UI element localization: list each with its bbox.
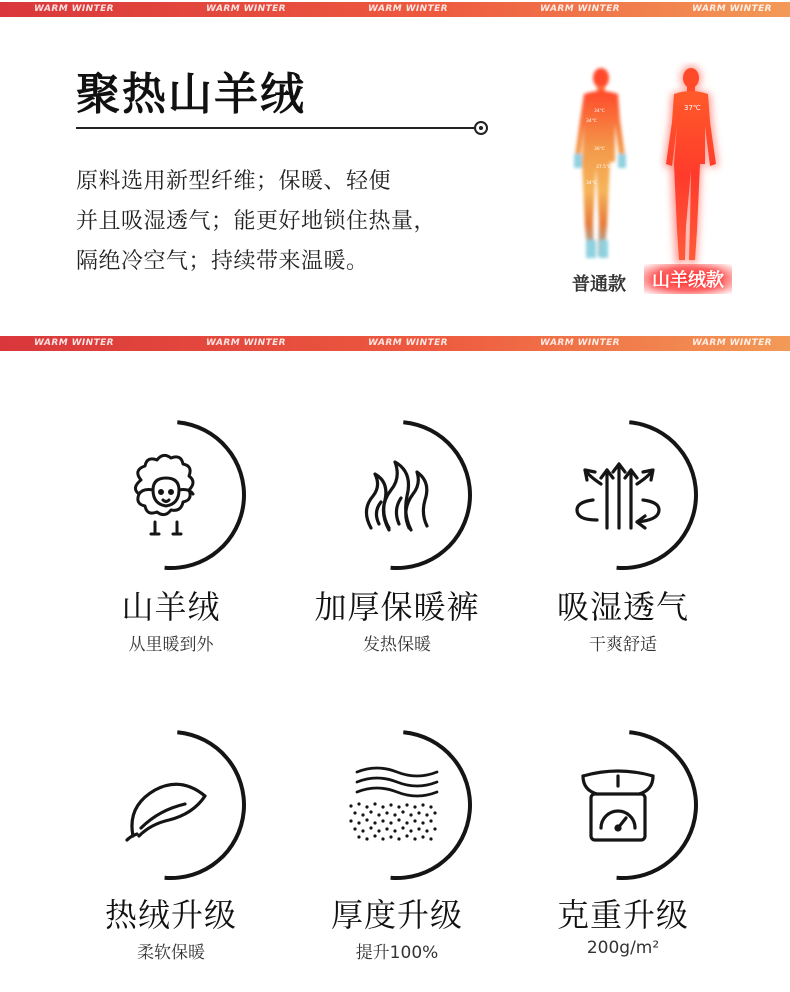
banner-text: WARM WINTER	[206, 338, 287, 348]
cashmere-style-label: 山羊绒款	[644, 264, 732, 294]
normal-thermal-person	[574, 68, 626, 258]
temperature-label: 36℃	[594, 147, 605, 152]
normal-style-label: 普通款	[572, 274, 626, 295]
banner-text: WARM WINTER	[540, 4, 621, 14]
title-underline-dot	[474, 121, 488, 135]
feature-title: 克重升级	[556, 896, 689, 934]
banner-text: WARM WINTER	[692, 338, 773, 348]
feature-title: 加厚保暖裤	[314, 588, 480, 626]
banner-text: WARM WINTER	[692, 4, 773, 14]
temperature-label: 34℃	[594, 109, 605, 114]
banner-text: WARM WINTER	[368, 338, 449, 348]
description-line: 隔绝冷空气；持续带来温暖。	[76, 249, 369, 274]
page-title: 聚热山羊绒	[76, 69, 306, 120]
sheep-icon	[111, 440, 221, 550]
temperature-label: 37.5℃	[596, 165, 612, 170]
title-underline	[76, 127, 480, 129]
leaf-icon	[111, 750, 221, 860]
weight-scale-icon	[563, 750, 673, 860]
feature-title: 山羊绒	[121, 588, 221, 626]
top-banner-stripe	[0, 2, 790, 17]
feature-subtitle: 200g/m²	[586, 938, 660, 958]
description-line: 并且吸湿透气；能更好地锁住热量，	[76, 209, 437, 234]
banner-text: WARM WINTER	[206, 4, 287, 14]
feature-subtitle: 提升100%	[355, 943, 439, 963]
breathable-arrows-icon	[563, 440, 673, 550]
temperature-label: 37℃	[684, 104, 701, 112]
feature-subtitle: 从里暖到外	[128, 635, 214, 655]
description-line: 原料选用新型纤维；保暖、轻便	[76, 169, 392, 194]
cashmere-thermal-person	[664, 66, 718, 264]
banner-text: WARM WINTER	[540, 338, 621, 348]
feature-title: 吸湿透气	[556, 588, 689, 626]
middle-banner-stripe	[0, 336, 790, 351]
banner-text: WARM WINTER	[34, 4, 115, 14]
banner-text: WARM WINTER	[34, 338, 115, 348]
feature-title: 热绒升级	[104, 896, 237, 934]
temperature-label: 34℃	[586, 181, 597, 186]
feature-subtitle: 干爽舒适	[589, 635, 657, 655]
banner-text: WARM WINTER	[368, 4, 449, 14]
feature-subtitle: 柔软保暖	[137, 943, 205, 963]
flame-icon	[339, 440, 449, 550]
temperature-label: 34℃	[586, 119, 597, 124]
feature-subtitle: 发热保暖	[363, 635, 431, 655]
feature-title: 厚度升级	[330, 896, 463, 934]
thick-layers-icon	[339, 750, 449, 860]
